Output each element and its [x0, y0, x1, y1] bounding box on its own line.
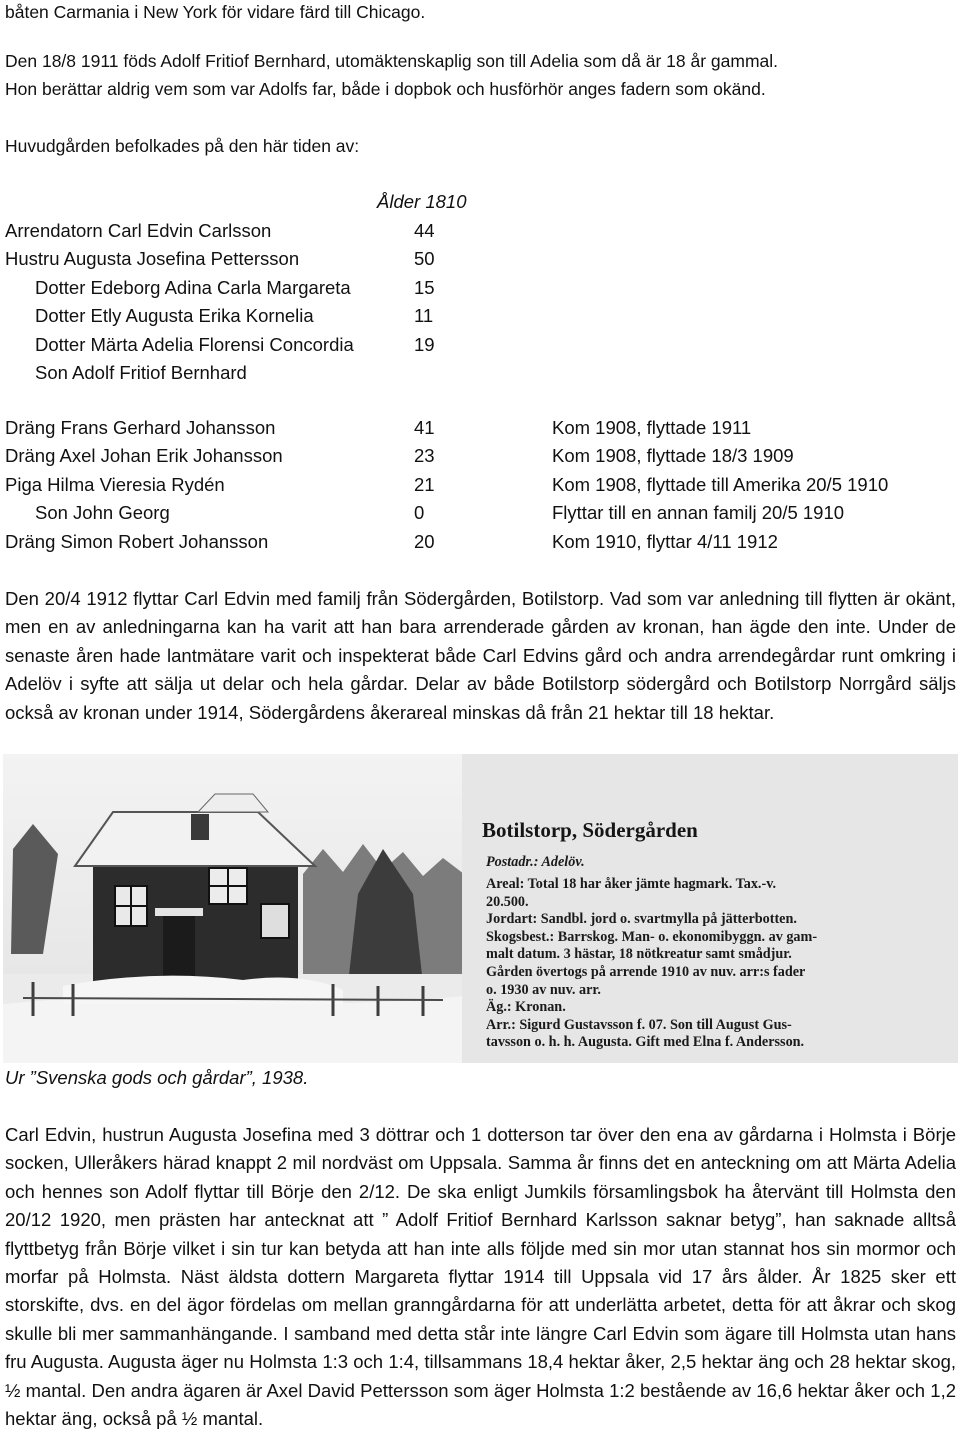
family-member-name: Son Adolf Fritiof Bernhard [35, 362, 247, 383]
family-member-age: 44 [414, 220, 435, 241]
worker-note: Kom 1910, flyttar 4/11 1912 [552, 530, 778, 552]
paragraph-holmsta: Carl Edvin, hustrun Augusta Josefina med 3 döttrar och 1 dotterson tar över den ena av gårdarna i Holmsta i Börje socken, Ulleråkers härad knappt 2 mil nordväst om Uppsala. Samma år finns det en anteckning om att Märta Adelia och hennes son Adolf flyttar till Börje den 2/12. De ska enligt Jumkils församlingsbok ha återvänt till Holmsta den 20/12 1920, men prästen har antecknat att ” Adolf Fritiof Bernhard Karlsson saknar betyg”, han saknade alltså flyttbetyg från Börje vilket i sin tur kan betyda att han inte alls följde med sin mor utan stannat hos sin mormor och morfar på Holmsta. Näst äldsta dottern Margareta flyttar 1914 till Uppsala vid 17 års ålder. År 1825 sker ett storskifte, dvs. en del ägor fördelas om mellan granngårdarna för att underlätta arbetet, detta för att åkrar och skog skulle bli mer sammanhängande. I samband med detta står inte längre Carl Edvin som ägare till Holmsta utan hans fru Augusta. Augusta äger nu Holmsta 1:3 och 1:4, tillsammans 18,4 hektar åker, 2,5 hektar äng och 28 hektar skog, ½ mantal. Den andra ägaren är Axel David Pettersson som äger Holmsta 1:2 bestående av 16,6 hektar åker och 1,2 hektar äng, också på ½ mantal. [5, 1124, 956, 1430]
intro-line-1: båten Carmania i New York för vidare färd till Chicago. [5, 2, 426, 22]
worker-name: Dräng Axel Johan Erik Johansson [5, 445, 283, 467]
excerpt-line: o. 1930 av nuv. arr. [486, 981, 601, 998]
family-member-name: Dotter Etly Augusta Erika Kornelia [35, 305, 314, 327]
farmhouse-photo [3, 754, 464, 1063]
worker-name: Son John Georg [35, 502, 170, 524]
worker-age: 20 [414, 530, 435, 552]
family-member-name: Dotter Märta Adelia Florensi Concordia [35, 333, 354, 355]
worker-note: Kom 1908, flyttade till Amerika 20/5 1910 [552, 473, 889, 495]
worker-note: Kom 1908, flyttade 1911 [552, 417, 752, 438]
family-member-age: 15 [414, 276, 435, 298]
excerpt-title: Botilstorp, Södergården [482, 818, 698, 842]
family-member-age: 11 [414, 305, 434, 327]
family-member-name: Dotter Edeborg Adina Carla Margareta [35, 276, 351, 298]
excerpt-line: Areal: Total 18 har åker jämte hagmark. Tax.-v. [486, 876, 777, 892]
family-member-age: 19 [414, 333, 435, 355]
worker-note: Flyttar till en annan familj 20/5 1910 [552, 502, 845, 524]
worker-age: 0 [414, 502, 425, 524]
worker-name: Dräng Frans Gerhard Johansson [5, 417, 276, 438]
worker-age: 21 [414, 473, 435, 495]
excerpt-line: tavsson o. h. h. Augusta. Gift med Elna f. Andersson. [486, 1034, 805, 1051]
paragraph-move-from-botilstorp: Den 20/4 1912 flyttar Carl Edvin med familj från Södergården, Botilstorp. Vad som var anledning till flytten är okänt, men en av anledningarna kan ha varit att han bara arrenderade gården av kronan, han ägde den inte. Under de senaste åren hade lantmätare varit och inspekterat både Carl Edvins gård och andra arrendegårdar runt omkring i Adelöv i syfte att sälja ut delar och hela gårdar. Delar av både Botilstorp södergård och Botilstorp Norrgård säljs också av kronan under 1914, Södergårdens åkerareal minskas då från 21 hektar till 18 hektar. [5, 588, 956, 723]
worker-name: Dräng Simon Robert Johansson [5, 530, 269, 552]
family-member-name: Arrendatorn Carl Edvin Carlsson [5, 220, 272, 241]
worker-age: 23 [414, 445, 435, 467]
excerpt-line: Gården övertogs på arrende 1910 av nuv. arr:s fader [486, 964, 806, 980]
intro-line-2: Den 18/8 1911 föds Adolf Fritiof Bernhard, utomäktenskaplig son till Adelia som då är 18 år gammal. [5, 51, 779, 71]
book-excerpt-scan [462, 754, 958, 1063]
excerpt-line: Arr.: Sigurd Gustavsson f. 07. Son till August Gus- [486, 1016, 792, 1033]
excerpt-line: Äg.: Kronan. [486, 999, 566, 1016]
family-member-age: 50 [414, 248, 435, 270]
photo-caption: Ur ”Svenska gods och gårdar”, 1938. [5, 1067, 309, 1088]
excerpt-line: 20.500. [486, 893, 529, 910]
excerpt-postadr: Postadr.: Adelöv. [486, 854, 585, 870]
excerpt-line: malt datum. 3 hästar, 18 nötkreatur samt smådjur. [486, 946, 792, 963]
worker-name: Piga Hilma Vieresia Rydén [5, 473, 225, 495]
excerpt-line: Skogsbest.: Barrskog. Man- o. ekonomibyggn. av gam- [486, 928, 818, 945]
worker-note: Kom 1908, flyttade 18/3 1909 [552, 445, 794, 467]
intro-line-4: Huvudgården befolkades på den här tiden av: [5, 136, 360, 156]
age-column-header: Ålder 1810 [377, 191, 467, 212]
excerpt-line: Jordart: Sandbl. jord o. svartmylla på jätterbotten. [486, 911, 797, 928]
worker-age: 41 [414, 417, 435, 438]
intro-line-3: Hon berättar aldrig vem som var Adolfs far, både i dopbok och husförhör anges fadern som okänd. [5, 79, 766, 99]
family-member-name: Hustru Augusta Josefina Pettersson [5, 248, 300, 270]
